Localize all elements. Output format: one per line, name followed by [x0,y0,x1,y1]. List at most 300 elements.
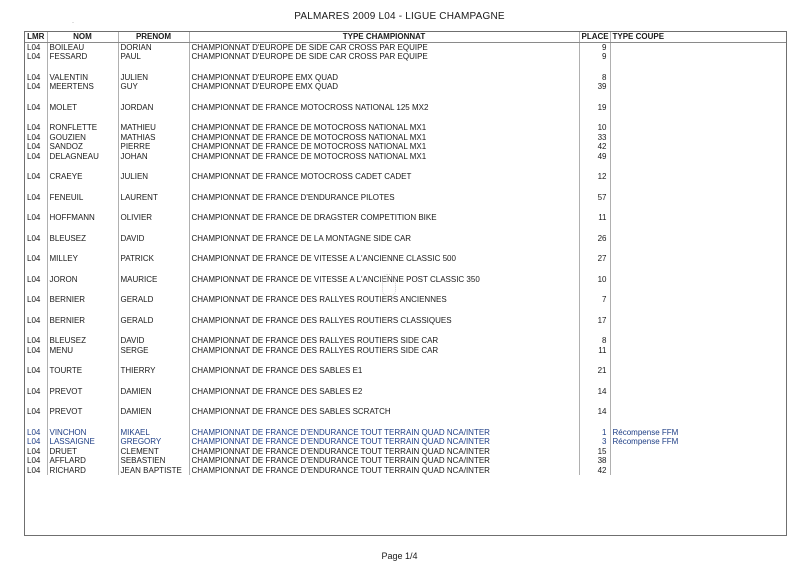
spacer-cell [579,305,610,316]
spacer-cell [610,325,786,336]
header-type-coupe: TYPE COUPE [610,32,786,42]
table-row [25,447,786,457]
spacer-cell [189,161,579,172]
spacer-cell [118,243,189,254]
spacer-cell [579,223,610,234]
cell-prenom: LAURENT [118,193,189,203]
header-nom: NOM [47,32,118,42]
cell-place: 49 [579,152,610,162]
spacer-cell [47,284,118,295]
cell-nom: DELAGNEAU [47,152,118,162]
cell-type-coupe [610,466,786,476]
spacer-cell [118,62,189,73]
cell-prenom: MIKAEL [118,428,189,438]
spacer-cell [579,62,610,73]
cell-championnat: CHAMPIONNAT DE FRANCE MOTOCROSS CADET CADET [189,172,579,182]
spacer-cell [47,243,118,254]
spacer-cell [25,161,47,172]
cell-nom: PREVOT [47,387,118,397]
cell-championnat: CHAMPIONNAT DE FRANCE DES RALLYES ROUTIERS ANCIENNES [189,295,579,305]
cell-championnat: CHAMPIONNAT DE FRANCE D'ENDURANCE TOUT TERRAIN QUAD NCA/INTER [189,456,579,466]
cell-lmr: L04 [27,132,41,142]
cell-prenom: MAURICE [118,275,189,285]
cell-lmr: L04 [27,52,41,61]
cell-championnat: CHAMPIONNAT D'EUROPE EMX QUAD [189,82,579,92]
cell-championnat: CHAMPIONNAT DE FRANCE D'ENDURANCE PILOTES [189,193,579,203]
cell-prenom: SERGE [118,346,189,356]
spacer-cell [25,355,47,366]
cell-prenom: JORDAN [118,103,189,113]
table-row [25,254,786,264]
spacer-cell [118,202,189,213]
spacer-cell [610,182,786,193]
header-lmr: LMR [25,32,47,42]
scan-speck: · [72,20,74,26]
spacer-cell [189,376,579,387]
cell-type-coupe [610,142,786,152]
cell-championnat: CHAMPIONNAT DE FRANCE DE VITESSE A L'ANCIENNE POST CLASSIC 350 [189,275,579,285]
cell-place: 12 [579,172,610,182]
spacer-cell [47,112,118,123]
spacer-row [25,243,786,254]
spacer-cell [579,202,610,213]
cell-prenom: DAMIEN [118,407,189,417]
spacer-cell [579,284,610,295]
spacer-row [25,284,786,295]
spacer-cell [579,112,610,123]
cell-type-coupe [610,346,786,356]
table-row [25,193,786,203]
cell-lmr: L04 [27,465,41,475]
cell-championnat: CHAMPIONNAT DE FRANCE DE MOTOCROSS NATIONAL MX1 [189,142,579,152]
cell-nom: PREVOT [47,407,118,417]
table-row [25,456,786,466]
table-row [25,295,786,305]
cell-type-coupe [610,295,786,305]
cell-place: 14 [579,407,610,417]
cell-lmr: L04 [27,192,41,202]
spacer-row [25,355,786,366]
spacer-cell [189,62,579,73]
spacer-cell [189,223,579,234]
cell-place: 27 [579,254,610,264]
cell-championnat: CHAMPIONNAT D'EUROPE DE SIDE CAR CROSS PAR EQUIPE [189,42,579,52]
cell-nom: BLEUSEZ [47,234,118,244]
cell-lmr: L04 [27,315,41,325]
cell-lmr: L04 [27,172,41,181]
cell-type-coupe [610,123,786,133]
cell-lmr: L04 [27,386,41,396]
cell-lmr: L04 [27,254,41,263]
cell-place: 33 [579,133,610,143]
cell-championnat: CHAMPIONNAT D'EUROPE EMX QUAD [189,73,579,83]
table-row [25,387,786,397]
cell-lmr: L04 [27,336,41,345]
spacer-cell [610,112,786,123]
spacer-cell [25,325,47,336]
spacer-cell [47,182,118,193]
cell-championnat: CHAMPIONNAT DE FRANCE DES RALLYES ROUTIERS SIDE CAR [189,346,579,356]
table-row [25,82,786,92]
cell-type-coupe: Récompense FFM [610,428,786,438]
cell-championnat: CHAMPIONNAT DE FRANCE D'ENDURANCE TOUT TERRAIN QUAD NCA/INTER [189,437,579,447]
spacer-cell [189,264,579,275]
cell-type-coupe [610,447,786,457]
cell-nom: BOILEAU [47,42,118,52]
cell-type-coupe [610,193,786,203]
cell-championnat: CHAMPIONNAT DE FRANCE DE MOTOCROSS NATIONAL MX1 [189,123,579,133]
cell-lmr: L04 [27,123,41,132]
spacer-row [25,92,786,103]
cell-championnat: CHAMPIONNAT DE FRANCE DES RALLYES ROUTIERS CLASSIQUES [189,316,579,326]
cell-nom: HOFFMANN [47,213,118,223]
watermark-stamp [382,274,396,296]
cell-type-coupe [610,213,786,223]
spacer-cell [579,264,610,275]
cell-nom: LASSAIGNE [47,437,118,447]
cell-nom: BLEUSEZ [47,336,118,346]
cell-place: 15 [579,447,610,457]
table-row [25,142,786,152]
cell-type-coupe [610,172,786,182]
table-row [25,234,786,244]
cell-championnat: CHAMPIONNAT DE FRANCE DES SABLES SCRATCH [189,407,579,417]
header-prenom: PRENOM [118,32,189,42]
spacer-cell [610,92,786,103]
cell-championnat: CHAMPIONNAT DE FRANCE D'ENDURANCE TOUT TERRAIN QUAD NCA/INTER [189,428,579,438]
spacer-cell [118,264,189,275]
cell-place: 39 [579,82,610,92]
cell-championnat: CHAMPIONNAT DE FRANCE DES RALLYES ROUTIERS SIDE CAR [189,336,579,346]
spacer-cell [579,396,610,407]
cell-lmr: L04 [27,42,41,52]
spacer-cell [189,202,579,213]
cell-place: 10 [579,275,610,285]
cell-prenom: GREGORY [118,437,189,447]
cell-place: 8 [579,336,610,346]
cell-nom: BERNIER [47,316,118,326]
spacer-row [25,62,786,73]
spacer-row [25,223,786,234]
cell-type-coupe: Récompense FFM [610,437,786,447]
cell-type-coupe [610,366,786,376]
cell-type-coupe [610,133,786,143]
cell-nom: AFFLARD [47,456,118,466]
cell-nom: VINCHON [47,428,118,438]
spacer-cell [25,284,47,295]
cell-place: 42 [579,466,610,476]
cell-lmr: L04 [27,456,41,465]
cell-place: 38 [579,456,610,466]
spacer-cell [579,355,610,366]
spacer-cell [118,161,189,172]
cell-place: 19 [579,103,610,113]
cell-lmr: L04 [27,102,41,112]
cell-lmr: L04 [27,446,41,456]
cell-place: 26 [579,234,610,244]
spacer-cell [25,202,47,213]
table-row [25,407,786,417]
cell-place: 9 [579,42,610,52]
cell-type-coupe [610,456,786,466]
table-row [25,133,786,143]
cell-nom: TOURTE [47,366,118,376]
cell-championnat: CHAMPIONNAT DE FRANCE DES SABLES E2 [189,387,579,397]
cell-prenom: THIERRY [118,366,189,376]
spacer-cell [47,305,118,316]
table-row [25,437,786,447]
spacer-cell [25,223,47,234]
cell-championnat: CHAMPIONNAT DE FRANCE DES SABLES E1 [189,366,579,376]
cell-prenom: GUY [118,82,189,92]
spacer-cell [47,62,118,73]
spacer-cell [610,305,786,316]
page-title: PALMARES 2009 L04 - LIGUE CHAMPAGNE [294,11,505,22]
page-number: Page 1/4 [381,551,418,561]
spacer-cell [47,202,118,213]
spacer-cell [579,161,610,172]
spacer-row [25,182,786,193]
results-body [25,42,786,475]
spacer-cell [189,305,579,316]
cell-prenom: GERALD [118,295,189,305]
cell-lmr: L04 [27,82,41,91]
cell-place: 11 [579,213,610,223]
spacer-cell [610,396,786,407]
spacer-cell [610,223,786,234]
cell-place: 11 [579,346,610,356]
spacer-cell [25,396,47,407]
spacer-row [25,417,786,428]
spacer-cell [189,417,579,428]
table-row [25,152,786,162]
spacer-cell [610,161,786,172]
cell-prenom: PATRICK [118,254,189,264]
cell-lmr: L04 [27,151,41,161]
cell-lmr: L04 [27,407,41,416]
spacer-cell [118,376,189,387]
cell-type-coupe [610,42,786,52]
spacer-cell [189,325,579,336]
spacer-cell [25,182,47,193]
cell-place: 42 [579,142,610,152]
table-row [25,42,786,52]
table-row [25,103,786,113]
header-type-championnat: TYPE CHAMPIONNAT [189,32,579,42]
spacer-cell [47,355,118,366]
table-row [25,346,786,356]
spacer-cell [118,92,189,103]
cell-nom: FENEUIL [47,193,118,203]
table-row [25,466,786,476]
cell-place: 17 [579,316,610,326]
cell-prenom: MATHIEU [118,123,189,133]
cell-championnat: CHAMPIONNAT D'EUROPE DE SIDE CAR CROSS PAR EQUIPE [189,52,579,62]
spacer-cell [189,92,579,103]
cell-type-coupe [610,275,786,285]
cell-prenom: PIERRE [118,142,189,152]
spacer-cell [47,264,118,275]
spacer-cell [610,243,786,254]
cell-type-coupe [610,73,786,83]
table-row [25,73,786,83]
spacer-cell [25,305,47,316]
cell-type-coupe [610,254,786,264]
spacer-cell [25,92,47,103]
cell-prenom: PAUL [118,52,189,62]
spacer-cell [579,92,610,103]
spacer-row [25,305,786,316]
cell-nom: DRUET [47,447,118,457]
table-row [25,275,786,285]
table-row [25,52,786,62]
cell-prenom: JULIEN [118,172,189,182]
cell-prenom: DAVID [118,234,189,244]
cell-nom: MILLEY [47,254,118,264]
cell-lmr: L04 [27,142,41,151]
cell-lmr: L04 [27,366,41,375]
cell-prenom: CLEMENT [118,447,189,457]
spacer-cell [118,284,189,295]
cell-lmr: L04 [27,213,41,222]
cell-lmr: L04 [27,72,41,82]
spacer-cell [25,376,47,387]
cell-place: 7 [579,295,610,305]
cell-lmr: L04 [27,437,41,446]
cell-prenom: JULIEN [118,73,189,83]
table-row [25,123,786,133]
spacer-cell [579,325,610,336]
spacer-cell [118,223,189,234]
spacer-cell [118,355,189,366]
spacer-cell [579,376,610,387]
spacer-row [25,264,786,275]
cell-place: 57 [579,193,610,203]
spacer-cell [25,417,47,428]
cell-nom: JORON [47,275,118,285]
spacer-row [25,202,786,213]
spacer-cell [189,396,579,407]
cell-type-coupe [610,152,786,162]
cell-type-coupe [610,316,786,326]
cell-place: 3 [579,437,610,447]
spacer-cell [25,243,47,254]
cell-prenom: DORIAN [118,42,189,52]
cell-type-coupe [610,52,786,62]
spacer-cell [118,112,189,123]
spacer-row [25,376,786,387]
spacer-row [25,396,786,407]
cell-prenom: SEBASTIEN [118,456,189,466]
spacer-cell [118,182,189,193]
spacer-cell [25,112,47,123]
spacer-cell [47,223,118,234]
table-row [25,366,786,376]
spacer-cell [47,325,118,336]
cell-type-coupe [610,103,786,113]
cell-nom: BERNIER [47,295,118,305]
spacer-cell [579,243,610,254]
cell-prenom: JEAN BAPTISTE [118,466,189,476]
cell-nom: VALENTIN [47,73,118,83]
cell-championnat: CHAMPIONNAT DE FRANCE D'ENDURANCE TOUT TERRAIN QUAD NCA/INTER [189,447,579,457]
spacer-cell [118,417,189,428]
cell-lmr: L04 [27,274,41,284]
spacer-cell [189,243,579,254]
spacer-cell [610,417,786,428]
cell-championnat: CHAMPIONNAT DE FRANCE DE MOTOCROSS NATIONAL MX1 [189,133,579,143]
cell-nom: MEERTENS [47,82,118,92]
spacer-cell [610,202,786,213]
cell-nom: CRAEYE [47,172,118,182]
spacer-cell [579,417,610,428]
cell-championnat: CHAMPIONNAT DE FRANCE D'ENDURANCE TOUT TERRAIN QUAD NCA/INTER [189,466,579,476]
spacer-cell [610,376,786,387]
cell-prenom: JOHAN [118,152,189,162]
spacer-cell [118,305,189,316]
spacer-row [25,325,786,336]
cell-championnat: CHAMPIONNAT DE FRANCE DE DRAGSTER COMPETITION BIKE [189,213,579,223]
cell-nom: SANDOZ [47,142,118,152]
spacer-cell [610,355,786,366]
cell-nom: GOUZIEN [47,133,118,143]
cell-nom: RICHARD [47,466,118,476]
spacer-cell [47,396,118,407]
spacer-cell [25,62,47,73]
spacer-cell [189,355,579,366]
table-row [25,213,786,223]
cell-place: 9 [579,52,610,62]
cell-prenom: DAVID [118,336,189,346]
cell-championnat: CHAMPIONNAT DE FRANCE DE VITESSE A L'ANCIENNE CLASSIC 500 [189,254,579,264]
cell-lmr: L04 [27,295,41,304]
cell-type-coupe [610,387,786,397]
table-row [25,172,786,182]
table-row [25,428,786,438]
results-table-frame [24,31,787,536]
cell-place: 8 [579,73,610,83]
spacer-cell [47,376,118,387]
cell-type-coupe [610,82,786,92]
cell-prenom: OLIVIER [118,213,189,223]
spacer-cell [118,396,189,407]
cell-place: 14 [579,387,610,397]
results-table [25,32,786,475]
cell-prenom: MATHIAS [118,133,189,143]
cell-type-coupe [610,336,786,346]
cell-championnat: CHAMPIONNAT DE FRANCE DE LA MONTAGNE SIDE CAR [189,234,579,244]
cell-place: 21 [579,366,610,376]
cell-type-coupe [610,407,786,417]
spacer-cell [25,264,47,275]
cell-nom: FESSARD [47,52,118,62]
cell-prenom: DAMIEN [118,387,189,397]
spacer-cell [47,92,118,103]
cell-lmr: L04 [27,427,41,437]
cell-lmr: L04 [27,233,41,243]
spacer-cell [610,284,786,295]
spacer-cell [189,112,579,123]
table-row [25,316,786,326]
cell-championnat: CHAMPIONNAT DE FRANCE DE MOTOCROSS NATIONAL MX1 [189,152,579,162]
table-header-row [25,32,786,42]
cell-place: 1 [579,428,610,438]
cell-type-coupe [610,234,786,244]
cell-championnat: CHAMPIONNAT DE FRANCE MOTOCROSS NATIONAL 125 MX2 [189,103,579,113]
spacer-cell [189,182,579,193]
spacer-cell [610,264,786,275]
spacer-cell [47,417,118,428]
